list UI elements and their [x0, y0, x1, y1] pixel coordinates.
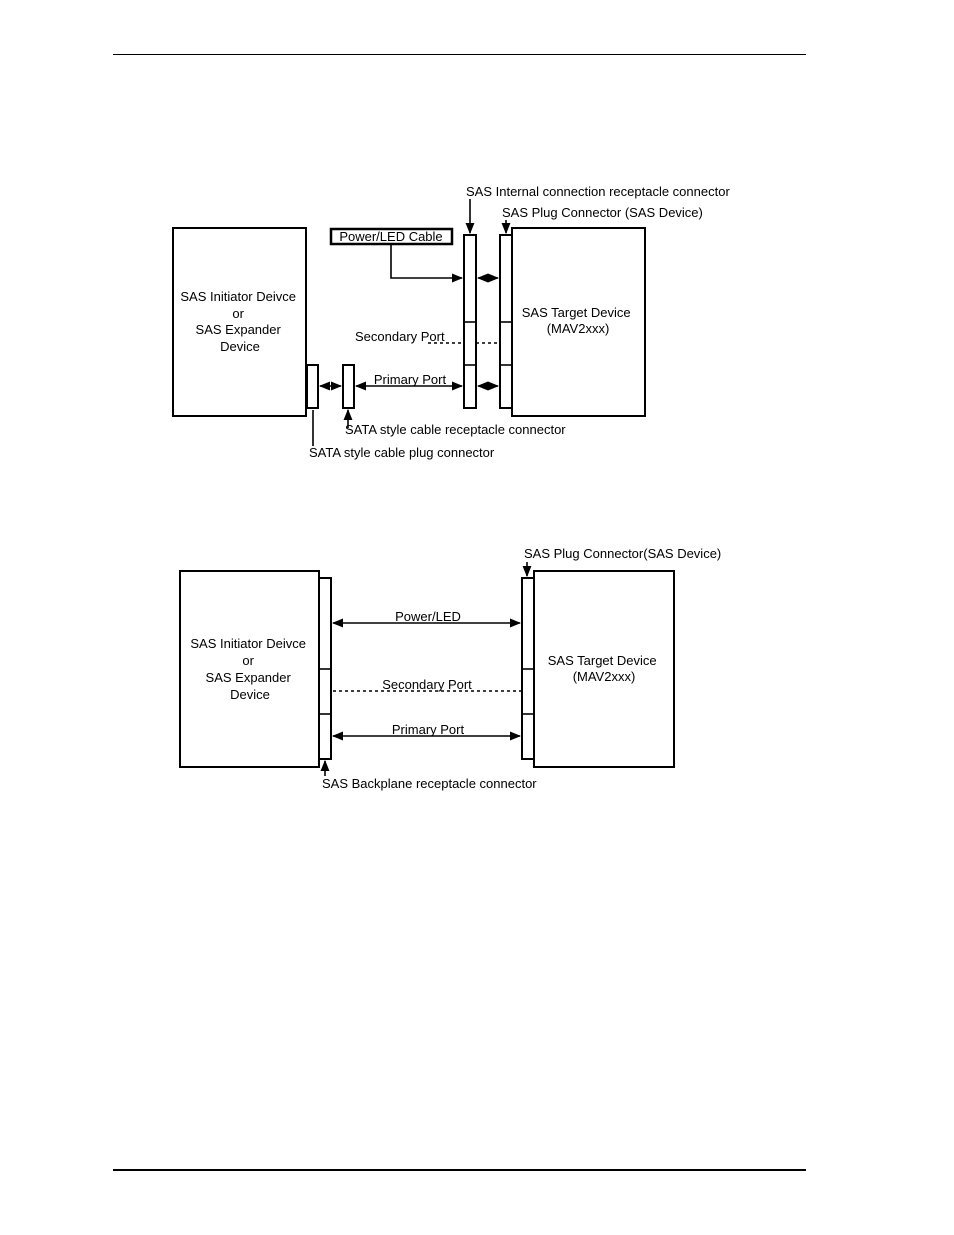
internal-receptacle-label: SAS Internal connection receptacle connector: [466, 184, 730, 199]
primary-port-label-2: Primary Port: [391, 722, 465, 737]
plug-connector-label-2: SAS Plug Connector(SAS Device): [524, 546, 722, 561]
figure-1-cable-connection: [173, 184, 730, 460]
plug-connector-label: SAS Plug Connector (SAS Device): [502, 205, 703, 220]
sata-receptacle-label: SATA style cable receptacle connector: [345, 422, 566, 437]
power-led-cable-label: Power/LED Cable: [339, 229, 443, 244]
sata-plug-connector: [307, 365, 318, 408]
primary-port-label: Primary Port: [373, 372, 447, 387]
secondary-port-label: Secondary Port: [355, 329, 445, 344]
initiator-device-label: SAS Initiator Deivce or SAS Expander Device: [180, 289, 296, 354]
footer-rule: [113, 1169, 806, 1171]
initiator-device-box-2: [180, 571, 319, 767]
figure-2-backplane-connection: [180, 546, 721, 791]
sata-plug-label: SATA style cable plug connector: [309, 445, 495, 460]
power-led-cable-leader: [391, 245, 462, 278]
sata-receptacle-connector: [343, 365, 354, 408]
target-device-label-2: SAS Target Device (MAV2xxx): [547, 653, 657, 684]
backplane-receptacle-label: SAS Backplane receptacle connector: [322, 776, 537, 791]
secondary-port-label-2: Secondary Port: [382, 677, 472, 692]
target-device-label: SAS Target Device (MAV2xxx): [521, 305, 631, 336]
initiator-device-label-2: SAS Initiator Deivce or SAS Expander Device: [190, 636, 306, 702]
power-led-label: Power/LED: [395, 609, 461, 624]
